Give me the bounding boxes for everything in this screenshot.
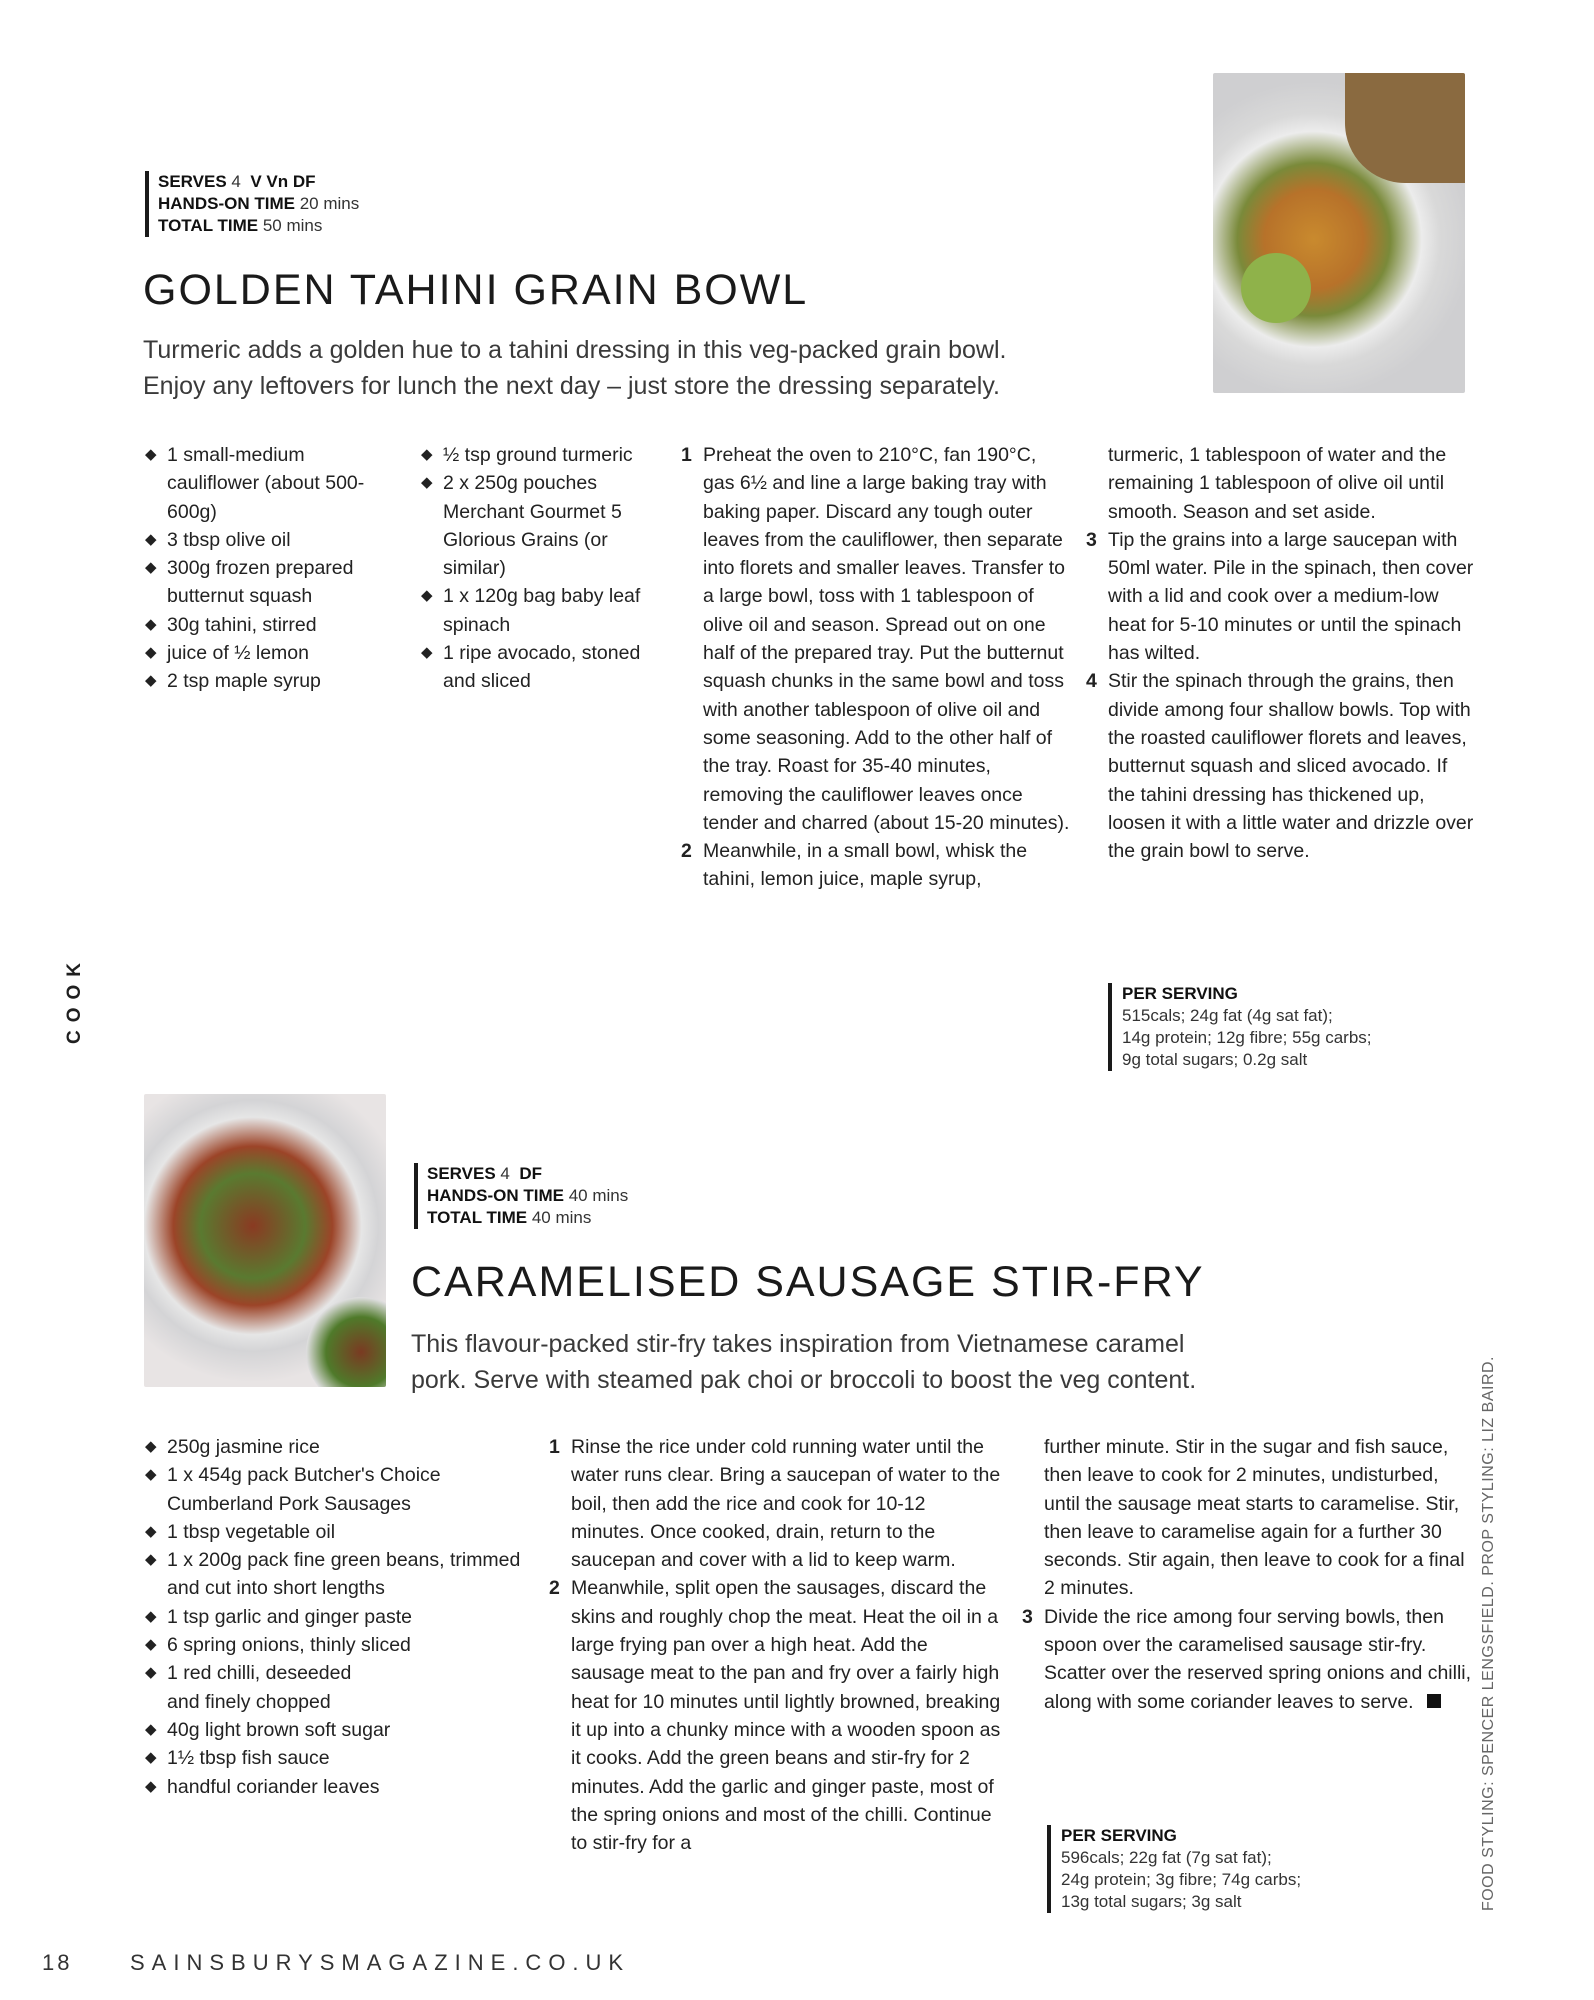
nutrition-line: 596cals; 22g fat (7g sat fat); xyxy=(1061,1848,1272,1867)
step-number: 1 xyxy=(549,1436,560,1458)
step-text: Meanwhile, in a small bowl, whisk the tahini, lemon juice, maple syrup, xyxy=(703,840,1028,891)
recipe2-ingredients xyxy=(145,1433,530,1801)
side-bowl-image xyxy=(306,1297,386,1387)
intro-line: Turmeric adds a golden hue to a tahini dressing in this veg-packed grain bowl. xyxy=(143,336,1007,364)
recipe1-method-col1 xyxy=(681,441,1071,894)
method-step xyxy=(1086,526,1476,667)
ingredient-item: ◆ 6 spring onions, thinly sliced xyxy=(145,1631,530,1659)
ingredient-item: ◆ 1 ripe avocado, stoned and sliced xyxy=(421,639,671,696)
step-text: Divide the rice among four serving bowls, then spoon over the caramelised sausage stir-fry. Scatter over the reserved spring onions and chilli, along with some coriander leaves to serve. xyxy=(1044,1605,1472,1713)
nutrition-line: 24g protein; 3g fibre; 74g carbs; xyxy=(1061,1870,1302,1889)
step-number: 4 xyxy=(1086,670,1097,693)
recipe2-method-col1 xyxy=(549,1433,1004,1857)
ingredient-item: ◆ 1 x 454g pack Butcher's Choice Cumberland Pork Sausages xyxy=(145,1461,530,1518)
diet-tags: DF xyxy=(519,1164,542,1183)
total-time-value: 50 mins xyxy=(262,216,323,235)
hands-on-value: 40 mins xyxy=(568,1186,629,1205)
method-step xyxy=(1086,667,1476,865)
recipe2-title: CARAMELISED SAUSAGE STIR-FRY xyxy=(411,1258,1205,1306)
stir-fry-photo xyxy=(144,1094,386,1387)
serves-value: 4 xyxy=(500,1164,510,1183)
diet-tags: V Vn DF xyxy=(250,172,316,191)
method-step xyxy=(1086,441,1476,526)
per-serving-label: PER SERVING xyxy=(1122,984,1238,1003)
intro-line: This flavour-packed stir-fry takes inspiration from Vietnamese caramel xyxy=(411,1330,1185,1358)
step-text: further minute. Stir in the sugar and fish sauce, then leave to cook for 2 minutes, undisturbed, until the sausage meat starts to caramelise. Stir, then leave to caramelise again for a further 30 seconds. Stir again, then leave to cook for a final 2 minutes. xyxy=(1044,1436,1465,1600)
ingredient-item: ◆ 1 x 200g pack fine green beans, trimmed and cut into short lengths xyxy=(145,1546,530,1603)
ingredient-item: ◆ 1 tsp garlic and ginger paste xyxy=(145,1603,530,1631)
step-text: Preheat the oven to 210°C, fan 190°C, gas 6½ and line a large baking tray with baking paper. Discard any tough outer leaves from the cauliflower, then separate into florets and smaller leaves. Transfer to a large bowl, toss with 1 tablespoon of olive oil and season. Spread out on one half of the prepared tray. Put the butternut squash chunks in the same bowl and toss with another tablespoon of olive oil and some seasoning. Add to the other half of the tray. Roast for 35-40 minutes, removing the cauliflower leaves once tender and charred (about 15-20 minutes). xyxy=(703,444,1070,834)
section-label: COOK xyxy=(64,955,85,1044)
recipe1-title: GOLDEN TAHINI GRAIN BOWL xyxy=(143,266,809,314)
ingredient-item: ◆ 1 x 120g bag baby leaf spinach xyxy=(421,582,671,639)
hands-on-label: HANDS-ON TIME xyxy=(427,1186,564,1205)
chopping-board-image xyxy=(1345,73,1465,183)
ingredient-item: ◆ handful coriander leaves xyxy=(145,1773,530,1801)
nutrition-line: 13g total sugars; 3g salt xyxy=(1061,1892,1242,1911)
recipe2-method-col2 xyxy=(1022,1433,1477,1716)
step-number: 2 xyxy=(549,1577,560,1600)
ingredient-item: ◆ 40g light brown soft sugar xyxy=(145,1716,530,1744)
step-text: turmeric, 1 tablespoon of water and the remaining 1 tablespoon of olive oil until smooth. Season and set aside. xyxy=(1108,444,1447,523)
per-serving-label: PER SERVING xyxy=(1061,1826,1177,1845)
recipe2-intro xyxy=(411,1326,1196,1398)
serves-value: 4 xyxy=(231,172,241,191)
step-number: 1 xyxy=(681,444,692,466)
step-number: 3 xyxy=(1086,528,1097,551)
ingredient-item: ◆ 2 x 250g pouches Merchant Gourmet 5 Glorious Grains (or similar) xyxy=(421,469,671,582)
recipe1-intro xyxy=(143,332,1006,404)
ingredient-item: ◆ 1 tbsp vegetable oil xyxy=(145,1518,530,1546)
end-mark-icon xyxy=(1427,1694,1441,1708)
grain-bowl-photo xyxy=(1213,73,1465,393)
recipe2-per-serving xyxy=(1047,1825,1301,1913)
ingredient-item: ◆ juice of ½ lemon xyxy=(145,639,400,667)
step-text: Meanwhile, split open the sausages, discard the skins and roughly chop the meat. Heat the oil in a large frying pan over a high heat. Add the sausage meat to the pan and fry over a fairly high heat for 10 minutes until lightly browned, breaking it up into a chunky mince with a wooden spoon as it cooks. Add the green beans and stir-fry for 2 minutes. Add the garlic and ginger paste, most of the spring onions and most of the chilli. Continue to stir-fry for a xyxy=(571,1577,1001,1855)
serves-label: SERVES xyxy=(427,1164,496,1183)
recipe1-meta xyxy=(145,171,359,237)
recipe1-ingredients-col2 xyxy=(421,441,671,696)
ingredient-item: ◆ 300g frozen prepared butternut squash xyxy=(145,554,400,611)
nutrition-line: 14g protein; 12g fibre; 55g carbs; xyxy=(1122,1028,1372,1047)
page-number: 18 xyxy=(42,1950,73,1975)
avocado-image xyxy=(1241,253,1311,323)
intro-line: pork. Serve with steamed pak choi or broccoli to boost the veg content. xyxy=(411,1366,1197,1394)
recipe2-meta xyxy=(414,1163,628,1229)
method-step xyxy=(681,441,1071,837)
step-text: Stir the spinach through the grains, then divide among four shallow bowls. Top with the roasted cauliflower florets and leaves, butternut squash and sliced avocado. If the tahini dressing has thickened up, loosen it with a little water and drizzle over the grain bowl to serve. xyxy=(1108,670,1474,863)
ingredient-item: ◆ 3 tbsp olive oil xyxy=(145,526,400,554)
ingredient-item: ◆ 30g tahini, stirred xyxy=(145,611,400,639)
total-time-label: TOTAL TIME xyxy=(158,216,259,235)
ingredient-item: ◆ 1 red chilli, deseeded and finely chopped xyxy=(145,1659,385,1716)
hands-on-label: HANDS-ON TIME xyxy=(158,194,295,213)
step-number: 2 xyxy=(681,840,692,863)
step-text: Tip the grains into a large saucepan with 50ml water. Pile in the spinach, then cover with a lid and cook over a medium-low heat for 5-10 minutes or until the spinach has wilted. xyxy=(1108,528,1474,665)
site-url: SAINSBURYSMAGAZINE.CO.UK xyxy=(130,1950,631,1975)
method-step xyxy=(1022,1603,1477,1716)
ingredient-item: ◆ 1 small-medium cauliflower (about 500-600g) xyxy=(145,441,400,526)
ingredient-item: ◆ 2 tsp maple syrup xyxy=(145,667,400,695)
nutrition-line: 515cals; 24g fat (4g sat fat); xyxy=(1122,1006,1333,1025)
nutrition-line: 9g total sugars; 0.2g salt xyxy=(1122,1050,1308,1069)
ingredient-item: ◆ 250g jasmine rice xyxy=(145,1433,530,1461)
recipe1-ingredients-col1 xyxy=(145,441,400,696)
recipe1-method-col2 xyxy=(1086,441,1476,865)
hands-on-value: 20 mins xyxy=(299,194,360,213)
ingredient-item: ◆ ½ tsp ground turmeric xyxy=(421,441,671,469)
method-step xyxy=(549,1433,1004,1574)
method-step xyxy=(681,837,1071,894)
total-time-value: 40 mins xyxy=(531,1208,592,1227)
ingredient-item: ◆ 1½ tbsp fish sauce xyxy=(145,1744,530,1772)
photo-credit: FOOD STYLING: SPENCER LENGSFIELD. PROP STYLING: LIZ BAIRD. xyxy=(1480,1356,1497,1912)
method-step xyxy=(549,1574,1004,1857)
total-time-label: TOTAL TIME xyxy=(427,1208,528,1227)
step-text: Rinse the rice under cold running water until the water runs clear. Bring a saucepan of water to the boil, then add the rice and cook for 10-12 minutes. Once cooked, drain, return to the saucepan and cover with a lid to keep warm. xyxy=(571,1436,1001,1572)
method-step xyxy=(1022,1433,1477,1603)
recipe1-per-serving xyxy=(1108,983,1372,1071)
step-number: 3 xyxy=(1022,1605,1033,1628)
serves-label: SERVES xyxy=(158,172,227,191)
intro-line: Enjoy any leftovers for lunch the next day – just store the dressing separately. xyxy=(143,372,1000,400)
